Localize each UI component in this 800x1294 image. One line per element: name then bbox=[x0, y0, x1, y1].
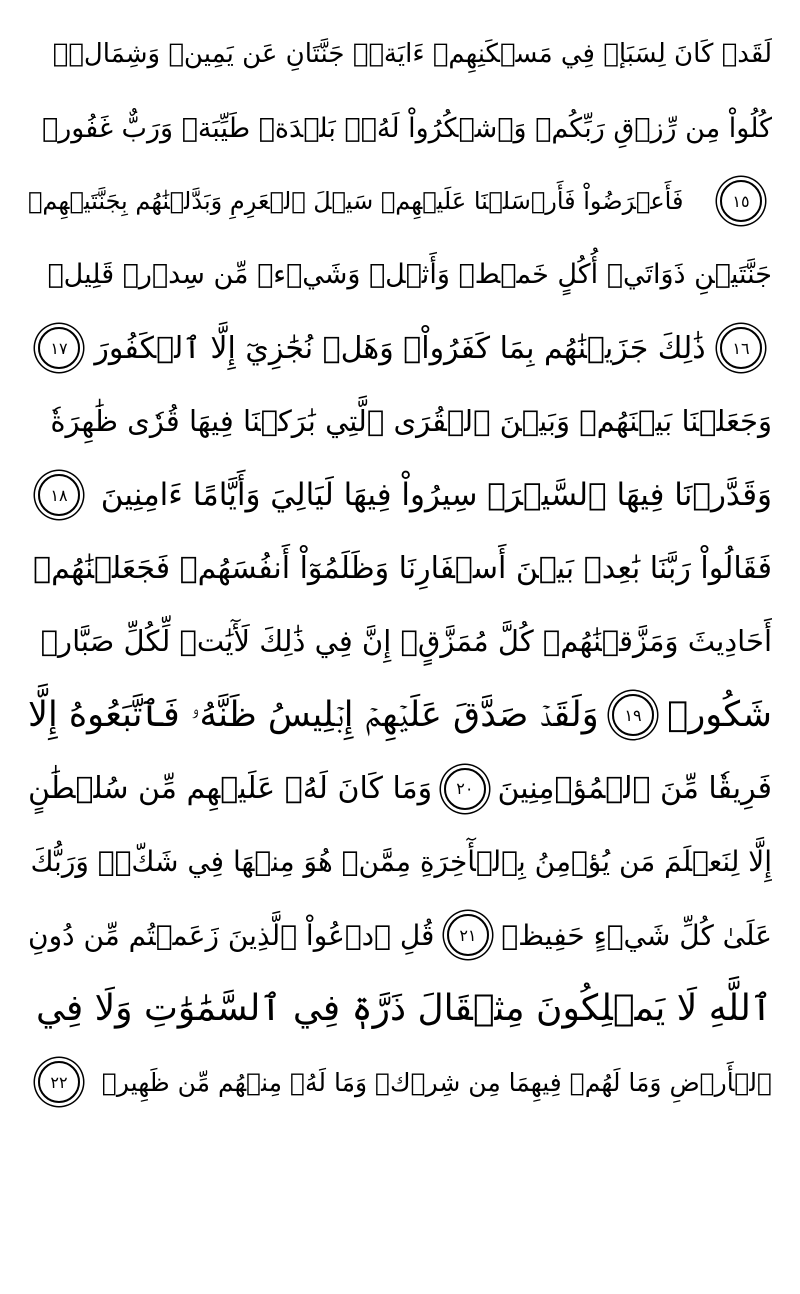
text-line bbox=[28, 1045, 772, 1118]
verse-text: شَكُورٖ bbox=[667, 694, 772, 735]
verse-number-marker: ٢٠ bbox=[444, 768, 486, 810]
verse-text: جَنَّتَيۡنِ ذَوَاتَيۡ أُكُلٍ خَمۡطٖ وَأَثۡلٖ وَشَيۡءٖ مِّن سِدۡرٖ قَلِيلٖ bbox=[47, 259, 772, 291]
text-line bbox=[28, 238, 772, 311]
text-line bbox=[28, 385, 772, 458]
text-line bbox=[28, 312, 772, 385]
verse-text: فَأَعۡرَضُواْ فَأَرۡسَلۡنَا عَلَيۡهِمۡ سَيۡلَ ٱلۡعَرِمِ وَبَدَّلۡنَٰهُم بِجَنَّتَيۡهِمۡ bbox=[28, 186, 684, 215]
text-line bbox=[28, 825, 772, 898]
text-line bbox=[28, 752, 772, 825]
verse-text: عَلَىٰ كُلِّ شَيۡءٍ حَفِيظٞ bbox=[501, 918, 772, 952]
verse-text: فَقَالُواْ رَبَّنَا بَٰعِدۡ بَيۡنَ أَسۡفَارِنَا وَظَلَمُوٓاْ أَنفُسَهُمۡ فَجَعَلۡنَٰهُمۡ bbox=[33, 550, 772, 586]
verse-number-marker: ١٩ bbox=[612, 694, 654, 736]
verse-number-marker: ١٧ bbox=[38, 327, 80, 369]
text-line bbox=[28, 18, 772, 91]
text-line bbox=[28, 679, 772, 752]
verse-text: فَرِيقٗا مِّنَ ٱلۡمُؤۡمِنِينَ bbox=[497, 771, 772, 807]
verse-text: ٱلۡأَرۡضِ وَمَا لَهُمۡ فِيهِمَا مِن شِرۡكٖ وَمَا لَهُۥ مِنۡهُم مِّن ظَهِيرٖ bbox=[101, 1067, 772, 1097]
verse-text: وَلَقَدۡ صَدَّقَ عَلَيۡهِمۡ إِبۡلِيسُ ظَنَّهُۥ فَٱتَّبَعُوهُ إِلَّا bbox=[28, 694, 599, 735]
text-line bbox=[28, 605, 772, 678]
text-line bbox=[28, 532, 772, 605]
verse-text: ذَٰلِكَ جَزَيۡنَٰهُم بِمَا كَفَرُواْۖ وَهَلۡ نُجَٰزِيٓ إِلَّا ٱلۡكَفُورَ bbox=[94, 330, 706, 366]
verse-text: كُلُواْ مِن رِّزۡقِ رَبِّكُمۡ وَٱشۡكُرُواْ لَهُۥۚ بَلۡدَةٞ طَيِّبَةٞ وَرَبٌّ غَفُورٞ bbox=[42, 112, 772, 144]
text-line bbox=[28, 972, 772, 1045]
verse-text: إِلَّا لِنَعۡلَمَ مَن يُؤۡمِنُ بِٱلۡأٓخِرَةِ مِمَّنۡ هُوَ مِنۡهَا فِي شَكّٖۗ وَرَبُّكَ bbox=[30, 845, 772, 879]
verse-number-marker: ١٨ bbox=[38, 474, 80, 516]
verse-text: وَجَعَلۡنَا بَيۡنَهُمۡ وَبَيۡنَ ٱلۡقُرَى ٱلَّتِي بَٰرَكۡنَا فِيهَا قُرٗى ظَٰهِرَةٗ bbox=[50, 404, 772, 439]
text-line bbox=[28, 165, 772, 238]
verse-text: ٱللَّهِ لَا يَمۡلِكُونَ مِثۡقَالَ ذَرَّةٖ فِي ٱلسَّمَٰوَٰتِ وَلَا فِي bbox=[35, 988, 772, 1030]
verse-number-marker: ٢١ bbox=[447, 914, 489, 956]
verse-text: لَقَدۡ كَانَ لِسَبَإٖ فِي مَسۡكَنِهِمۡ ءَايَةٞۖ جَنَّتَانِ عَن يَمِينٖ وَشِمَالٖۖ bbox=[52, 39, 772, 70]
text-line bbox=[28, 458, 772, 531]
text-line bbox=[28, 91, 772, 164]
verse-number-marker: ١٦ bbox=[720, 327, 762, 369]
verse-text: وَمَا كَانَ لَهُۥ عَلَيۡهِم مِّن سُلۡطَٰنٍ bbox=[28, 771, 433, 807]
text-line bbox=[28, 899, 772, 972]
verse-text: قُلِ ٱدۡعُواْ ٱلَّذِينَ زَعَمۡتُم مِّن دُونِ bbox=[28, 918, 435, 952]
verse-text: أَحَادِيثَ وَمَزَّقۡنَٰهُمۡ كُلَّ مُمَزَّقٍۚ إِنَّ فِي ذَٰلِكَ لَأٓيَٰتٖ لِّكُلِّ صَبَّارٖ bbox=[40, 624, 772, 659]
verse-text: وَقَدَّرۡنَا فِيهَا ٱلسَّيۡرَۖ سِيرُواْ فِيهَا لَيَالِيَ وَأَيَّامًا ءَامِنِينَ bbox=[100, 476, 772, 513]
verse-number-marker: ٢٢ bbox=[38, 1061, 80, 1103]
verse-number-marker: ١٥ bbox=[720, 180, 762, 222]
